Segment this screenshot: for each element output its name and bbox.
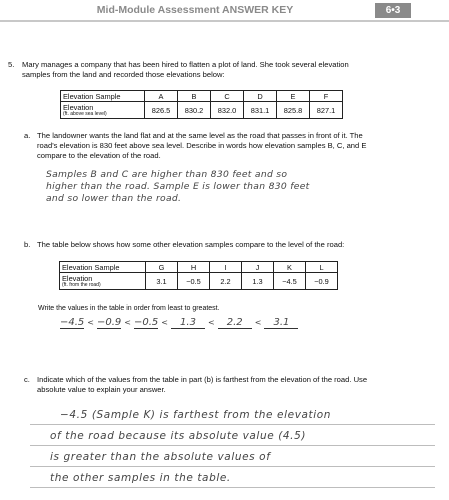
answer-c-line-2: of the road because its absolute value (4.5) <box>50 430 307 442</box>
part-b-label: b. <box>24 240 31 249</box>
table-cell: −4.5 <box>274 273 306 290</box>
answer-a-line-2: higher than the road. Sample E is lower than 830 feet <box>46 181 310 192</box>
table-cell: Elevation Sample <box>61 91 145 102</box>
table-cell: Elevation Sample <box>60 262 146 273</box>
table-cell: −0.9 <box>306 273 338 290</box>
question-intro-line-2: samples from the land and recorded those elevations below: <box>22 70 225 79</box>
order-value-5: 2.2 <box>218 317 252 329</box>
answer-a-line-1: Samples B and C are higher than 830 feet and so <box>46 169 288 180</box>
less-than-sign: < <box>87 318 94 327</box>
table-cell: 3.1 <box>146 273 178 290</box>
part-a-line-2: road's elevation is 830 feet above sea level. Describe in words how elevation samples B, C, and E <box>37 141 367 150</box>
order-value-1: −4.5 <box>60 317 85 328</box>
page-title: Mid-Module Assessment ANSWER KEY <box>96 4 294 16</box>
answer-c-line-3: is greater than the absolute values of <box>50 451 271 463</box>
table-cell: 831.1 <box>244 102 277 119</box>
table-cell: C <box>211 91 244 102</box>
order-value-4: 1.3 <box>171 317 205 329</box>
table-cell: 832.0 <box>211 102 244 119</box>
table-row <box>61 102 343 119</box>
row-sublabel: (ft. from the road) <box>62 282 101 288</box>
row-sublabel: (ft. above sea level) <box>63 111 107 117</box>
answer-c-line-4: the other samples in the table. <box>50 472 231 484</box>
table-cell: 2.2 <box>210 273 242 290</box>
table-cell: J <box>242 262 274 273</box>
table-row <box>60 273 338 290</box>
part-b-line-1: The table below shows how some other elevation samples compare to the level of the road: <box>37 240 345 249</box>
row-label: Elevation <box>62 274 93 283</box>
answer-c-line-1: −4.5 (Sample K) is farthest from the elevation <box>60 409 332 421</box>
table-cell: I <box>210 262 242 273</box>
table-cell: 827.1 <box>310 102 343 119</box>
part-c-line-1: Indicate which of the values from the table in part (b) is farthest from the elevation of the road. Use <box>37 375 368 384</box>
elevation-table-2 <box>59 261 338 290</box>
table-row <box>60 262 338 273</box>
less-than-sign: < <box>208 318 215 327</box>
part-a-label: a. <box>24 131 31 140</box>
table-cell: H <box>178 262 210 273</box>
table-cell: −0.5 <box>178 273 210 290</box>
table-cell: D <box>244 91 277 102</box>
table-cell: 1.3 <box>242 273 274 290</box>
row-label: Elevation <box>63 103 94 112</box>
table-cell: B <box>178 91 211 102</box>
order-value-2: −0.9 <box>97 317 122 328</box>
table-cell: A <box>145 91 178 102</box>
order-value-3: −0.5 <box>134 317 159 328</box>
order-instruction: Write the values in the table in order from least to greatest. <box>38 305 220 312</box>
less-than-sign: < <box>124 318 131 327</box>
table-row <box>61 91 343 102</box>
answer-a-line-3: and so lower than the road. <box>46 193 182 204</box>
question-number: 5. <box>8 60 15 69</box>
header-divider <box>0 20 449 22</box>
table-cell: L <box>306 262 338 273</box>
table-row-header <box>61 102 145 119</box>
part-a-line-3: compare to the elevation of the road. <box>37 151 161 160</box>
table-cell: G <box>146 262 178 273</box>
table-cell: F <box>310 91 343 102</box>
less-than-sign: < <box>254 318 262 327</box>
elevation-table-1 <box>60 90 343 119</box>
module-badge: 6•3 <box>375 3 411 18</box>
question-intro-line-1: Mary manages a company that has been hired to flatten a plot of land. She took several elevation <box>22 60 349 69</box>
part-a-line-1: The landowner wants the land flat and at the same level as the road that passes in front of it. The <box>37 131 363 140</box>
part-c-label: c. <box>24 375 30 384</box>
order-answer-row <box>60 317 298 329</box>
order-value-6: 3.1 <box>264 317 298 329</box>
table-cell: E <box>277 91 310 102</box>
table-cell: K <box>274 262 306 273</box>
table-cell: 826.5 <box>145 102 178 119</box>
table-cell: 825.8 <box>277 102 310 119</box>
table-row-header <box>60 273 146 290</box>
less-than-sign: < <box>161 318 168 327</box>
table-cell: 830.2 <box>178 102 211 119</box>
part-c-line-2: absolute value to explain your answer. <box>37 385 166 394</box>
